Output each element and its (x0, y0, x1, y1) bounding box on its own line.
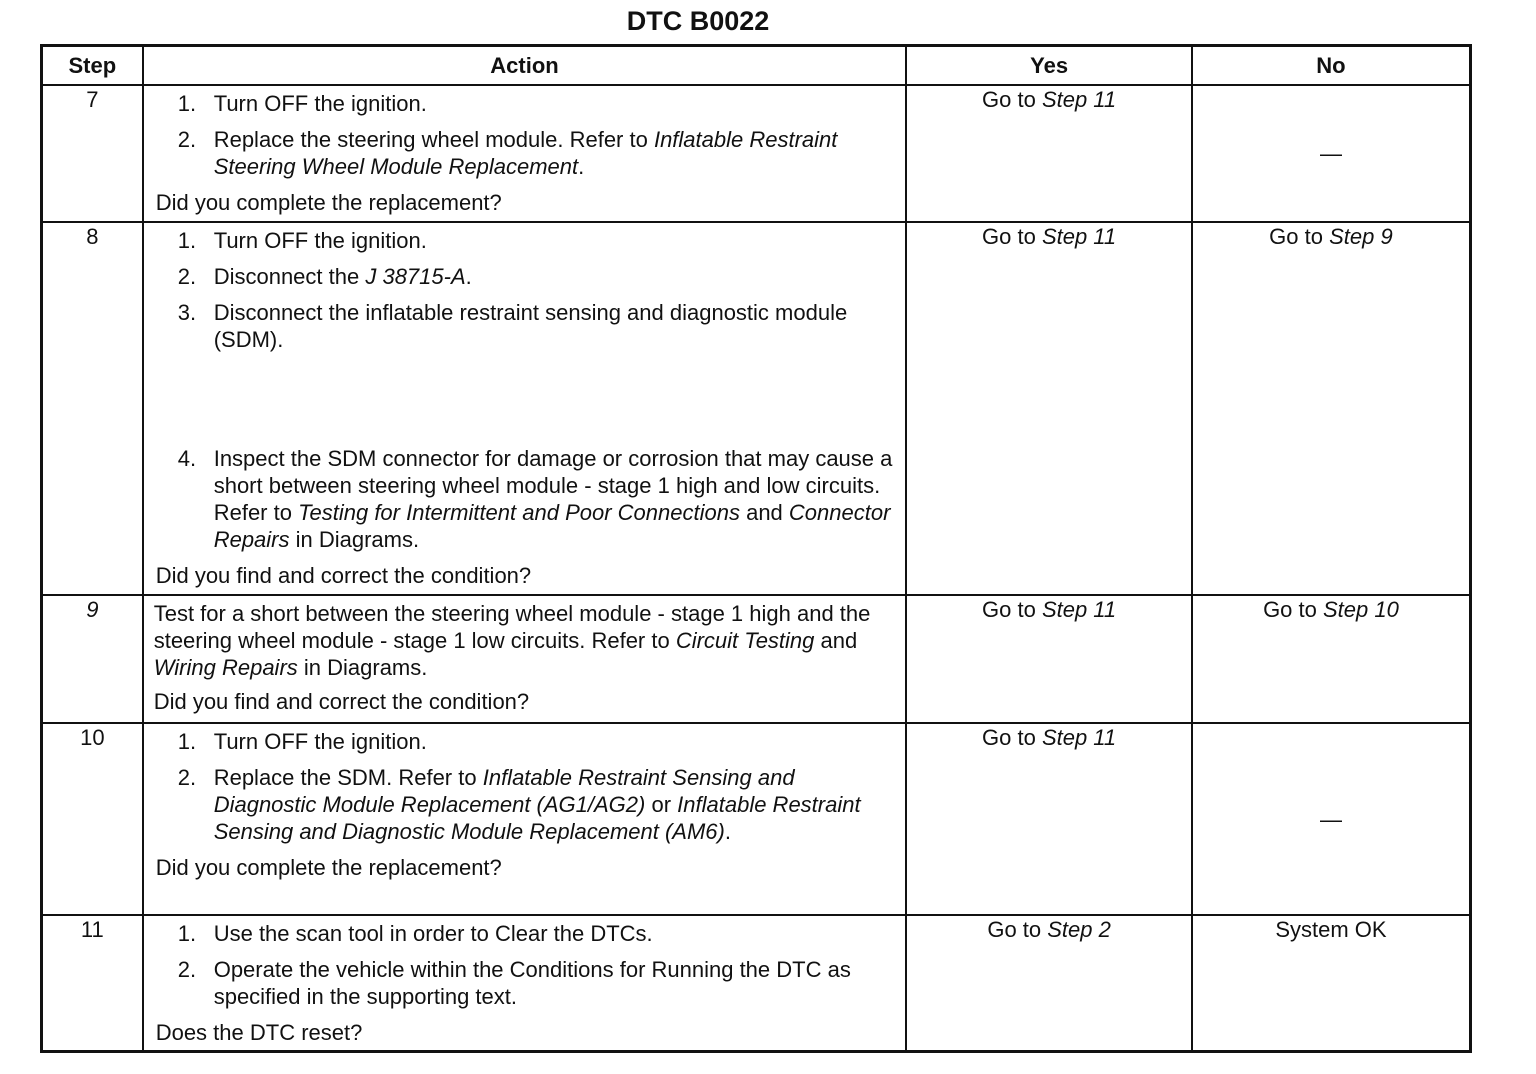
step-number: 11 (42, 915, 143, 1052)
header-yes: Yes (906, 46, 1192, 86)
table-row (42, 85, 1471, 222)
question-text: Did you complete the replacement? (155, 855, 502, 880)
list-item: 1. Turn OFF the ignition. (177, 91, 427, 116)
step-number: 9 (42, 595, 143, 723)
action-cell (143, 85, 907, 222)
step-number: 7 (42, 85, 143, 222)
table-row (42, 723, 1471, 915)
list-item: 2. Replace the SDM. Refer to Inflatable Restraint Sensing and Diagnostic Module Replacement (AG1/AG2) or Inflatable Restraint Sensing and Diagnostic Module Replacement (AM6). (177, 765, 861, 844)
action-paragraph: Test for a short between the steering wheel module - stage 1 high and the steering wheel module - stage 1 low circuits. Refer to Circuit Testing and Wiring Repairs in Diagrams. (153, 601, 871, 680)
no-cell: System OK (1192, 915, 1471, 1052)
list-item: 1. Turn OFF the ignition. (177, 729, 427, 754)
table-header-row (42, 46, 1471, 86)
no-cell: — (1192, 85, 1471, 222)
list-item: 3. Disconnect the inflatable restraint sensing and diagnostic module (SDM). (177, 300, 848, 352)
no-cell: Go to Step 10 (1192, 595, 1471, 723)
header-action: Action (143, 46, 907, 86)
step-number: 10 (42, 723, 143, 915)
header-step: Step (42, 46, 143, 86)
no-cell: Go to Step 9 (1192, 222, 1471, 595)
list-item: 2. Disconnect the J 38715-A. (177, 264, 472, 289)
step-number: 8 (42, 222, 143, 595)
question-text: Does the DTC reset? (155, 1020, 363, 1045)
list-item: 1. Turn OFF the ignition. (177, 228, 427, 253)
question-text: Did you complete the replacement? (155, 190, 502, 215)
list-item: 1. Use the scan tool in order to Clear the DTCs. (177, 921, 653, 946)
no-cell: — (1192, 723, 1471, 915)
table-row (42, 915, 1471, 1052)
table-row (42, 222, 1471, 595)
yes-cell: Go to Step 11 (906, 85, 1192, 222)
action-cell (143, 723, 907, 915)
question-text: Did you find and correct the condition? (153, 689, 530, 714)
list-item: 2. Replace the steering wheel module. Refer to Inflatable Restraint Steering Wheel Module Replacement. (177, 127, 838, 179)
yes-cell: Go to Step 11 (906, 222, 1192, 595)
yes-cell: Go to Step 2 (906, 915, 1192, 1052)
dtc-table (40, 44, 1472, 1053)
action-cell (143, 595, 907, 723)
yes-cell: Go to Step 11 (906, 595, 1192, 723)
list-item: 2. Operate the vehicle within the Conditions for Running the DTC as specified in the supporting text. (177, 957, 851, 1009)
table-row (42, 595, 1471, 723)
page-title: DTC B0022 (626, 6, 770, 36)
list-item: 4. Inspect the SDM connector for damage or corrosion that may cause a short between steering wheel module - stage 1 high and low circuits. Refer to Testing for Intermittent and Poor Connections and Connector Repairs in Diagrams. (177, 446, 893, 552)
action-cell (143, 222, 907, 595)
question-text: Did you find and correct the condition? (155, 563, 532, 588)
yes-cell: Go to Step 11 (906, 723, 1192, 915)
header-no: No (1192, 46, 1471, 86)
action-cell (143, 915, 907, 1052)
